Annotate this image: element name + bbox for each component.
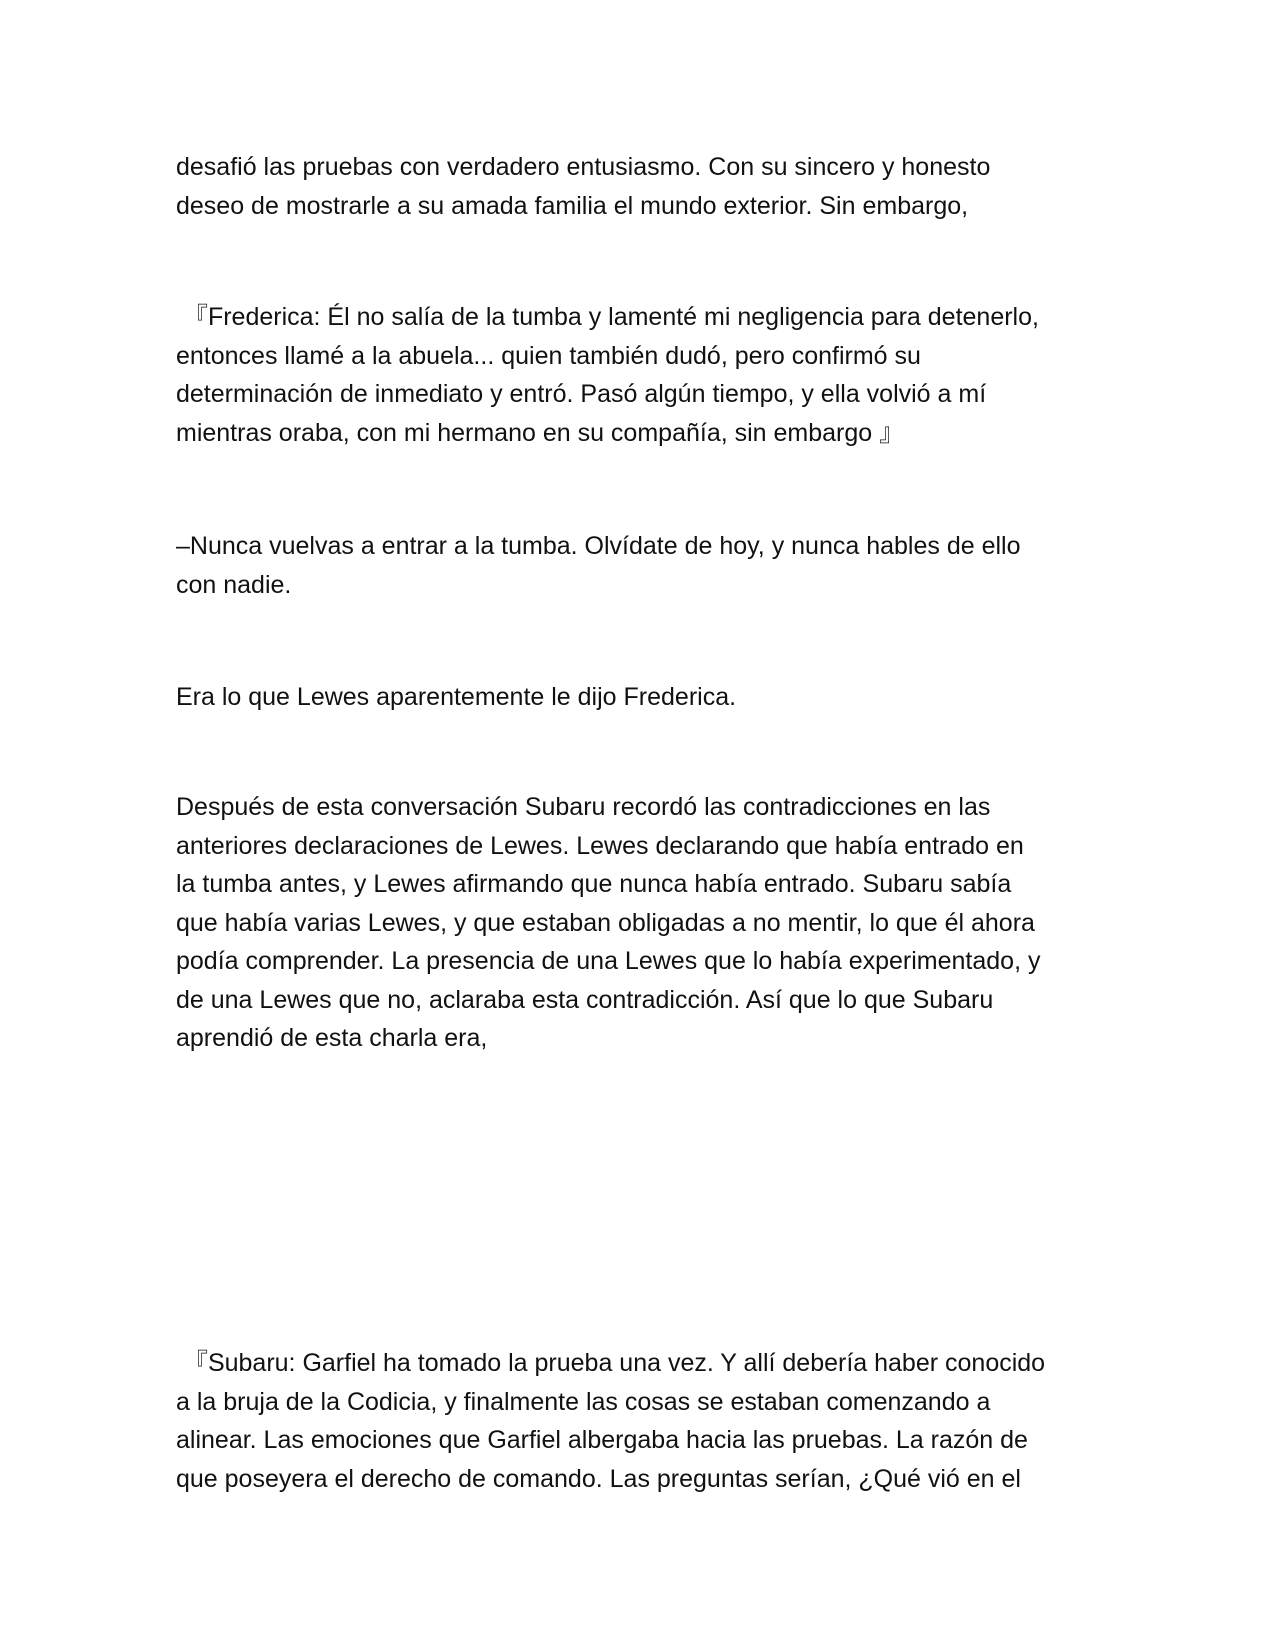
paragraph-subaru-quote <box>176 1344 1106 1498</box>
text-line: entonces llamé a la abuela... quien también dudó, pero confirmó su <box>176 341 921 370</box>
paragraph-trials-enthusiasm <box>176 148 1106 225</box>
text-line: Era lo que Lewes aparentemente le dijo Frederica. <box>176 683 737 711</box>
text-line: mientras oraba, con mi hermano en su compañía, sin embargo 』 <box>176 418 905 447</box>
text-line: que había varias Lewes, y que estaban obligadas a no mentir, lo que él ahora <box>176 908 1035 937</box>
text-line: 『Frederica: Él no salía de la tumba y lamenté mi negligencia para detenerlo, <box>176 303 1039 331</box>
paragraph-frederica-quote <box>176 298 1106 452</box>
text-line: con nadie. <box>176 570 292 599</box>
text-line: alinear. Las emociones que Garfiel albergaba hacia las pruebas. La razón de <box>176 1426 1028 1454</box>
text-line: Después de esta conversación Subaru recordó las contradicciones en las <box>176 793 991 821</box>
text-line: que poseyera el derecho de comando. Las preguntas serían, ¿Qué vió en el <box>176 1464 1021 1493</box>
paragraph-contradictions <box>176 788 1106 1058</box>
text-line: a la bruja de la Codicia, y finalmente las cosas se estaban comenzando a <box>176 1387 991 1416</box>
text-line: –Nunca vuelvas a entrar a la tumba. Olvídate de hoy, y nunca hables de ello <box>176 532 1021 560</box>
text-line: aprendió de esta charla era, <box>176 1024 488 1052</box>
text-line: la tumba antes, y Lewes afirmando que nunca había entrado. Subaru sabía <box>176 870 1012 898</box>
text-line: podía comprender. La presencia de una Lewes que lo había experimentado, y <box>176 947 1041 975</box>
paragraph-never-enter-tomb <box>176 527 1106 604</box>
text-line: determinación de inmediato y entró. Pasó algún tiempo, y ella volvió a mí <box>176 380 987 408</box>
text-line: deseo de mostrarle a su amada familia el mundo exterior. Sin embargo, <box>176 191 969 220</box>
paragraph-lewes-said <box>176 678 1106 717</box>
text-line: 『Subaru: Garfiel ha tomado la prueba una vez. Y allí debería haber conocido <box>176 1349 1046 1377</box>
text-line: desafió las pruebas con verdadero entusiasmo. Con su sincero y honesto <box>176 153 991 181</box>
text-line: de una Lewes que no, aclaraba esta contradicción. Así que lo que Subaru <box>176 985 994 1014</box>
text-line: anteriores declaraciones de Lewes. Lewes declarando que había entrado en <box>176 831 1024 860</box>
